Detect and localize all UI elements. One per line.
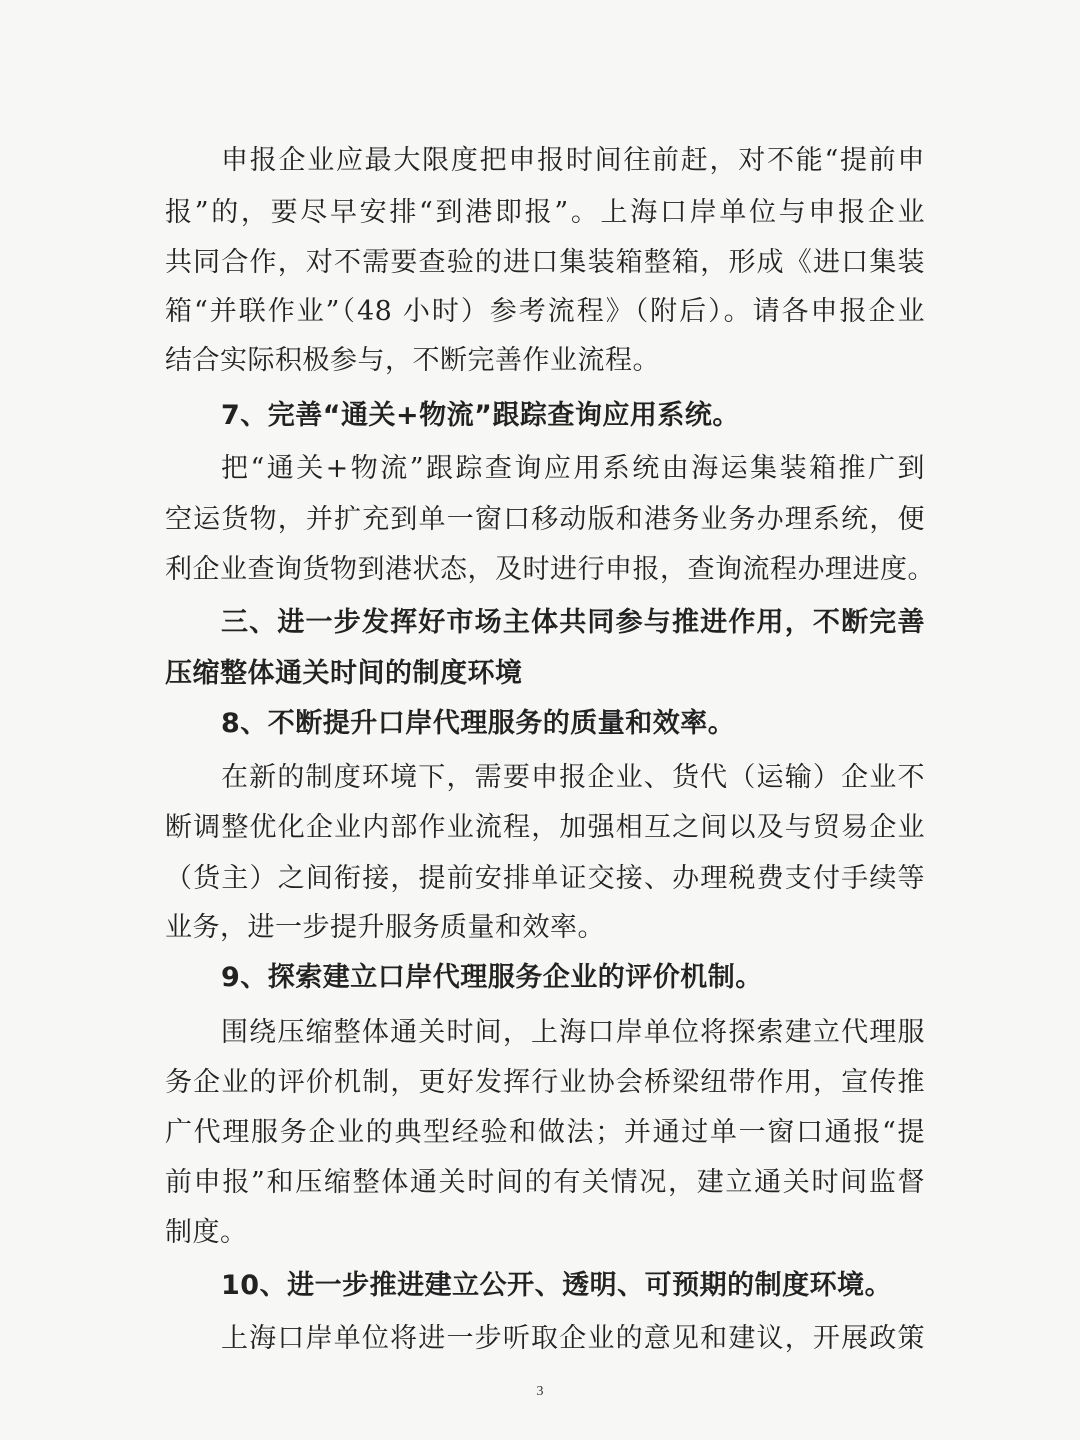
paragraph-line: 箱“并联作业”（48 小时）参考流程》（附后）。请各申报企业 [165,296,925,327]
item-heading-9: 9、探索建立口岸代理服务企业的评价机制。 [221,962,763,993]
paragraph-line: 上海口岸单位将进一步听取企业的意见和建议，开展政策 [221,1323,925,1354]
paragraph-line: 把“通关+物流”跟踪查询应用系统由海运集装箱推广到 [221,453,925,484]
section-heading-3: 三、进一步发挥好市场主体共同参与推进作用，不断完善 [221,607,925,638]
paragraph-line: （货主）之间衔接，提前安排单证交接、办理税费支付手续等 [165,863,925,894]
paragraph-line: 围绕压缩整体通关时间，上海口岸单位将探索建立代理服 [221,1017,925,1048]
paragraph-line: 业务，进一步提升服务质量和效率。 [165,912,605,943]
paragraph-line: 制度。 [165,1217,248,1248]
page-number: 3 [536,1384,544,1399]
paragraph-line: 共同合作，对不需要查验的进口集装箱整箱，形成《进口集装 [165,247,925,278]
paragraph-line: 空运货物，并扩充到单一窗口移动版和港务业务办理系统，便 [165,504,925,535]
paragraph-line: 利企业查询货物到港状态，及时进行申报，查询流程办理进度。 [165,554,935,585]
paragraph-line: 报”的，要尽早安排“到港即报”。上海口岸单位与申报企业 [165,197,925,228]
paragraph-line: 广代理服务企业的典型经验和做法；并通过单一窗口通报“提 [165,1117,925,1148]
paragraph-line: 结合实际积极参与，不断完善作业流程。 [165,345,660,376]
item-heading-8: 8、不断提升口岸代理服务的质量和效率。 [221,708,736,739]
item-heading-10: 10、进一步推进建立公开、透明、可预期的制度环境。 [221,1270,893,1301]
paragraph-line: 申报企业应最大限度把申报时间往前赶，对不能“提前申 [221,145,925,176]
paragraph-line: 前申报”和压缩整体通关时间的有关情况，建立通关时间监督 [165,1167,925,1198]
paragraph-line: 在新的制度环境下，需要申报企业、货代（运输）企业不 [221,762,925,793]
section-heading-3-cont: 压缩整体通关时间的制度环境 [165,658,523,689]
paragraph-line: 断调整优化企业内部作业流程，加强相互之间以及与贸易企业 [165,812,925,843]
paragraph-line: 务企业的评价机制，更好发挥行业协会桥梁纽带作用，宣传推 [165,1067,925,1098]
item-heading-7: 7、完善“通关+物流”跟踪查询应用系统。 [221,400,740,431]
